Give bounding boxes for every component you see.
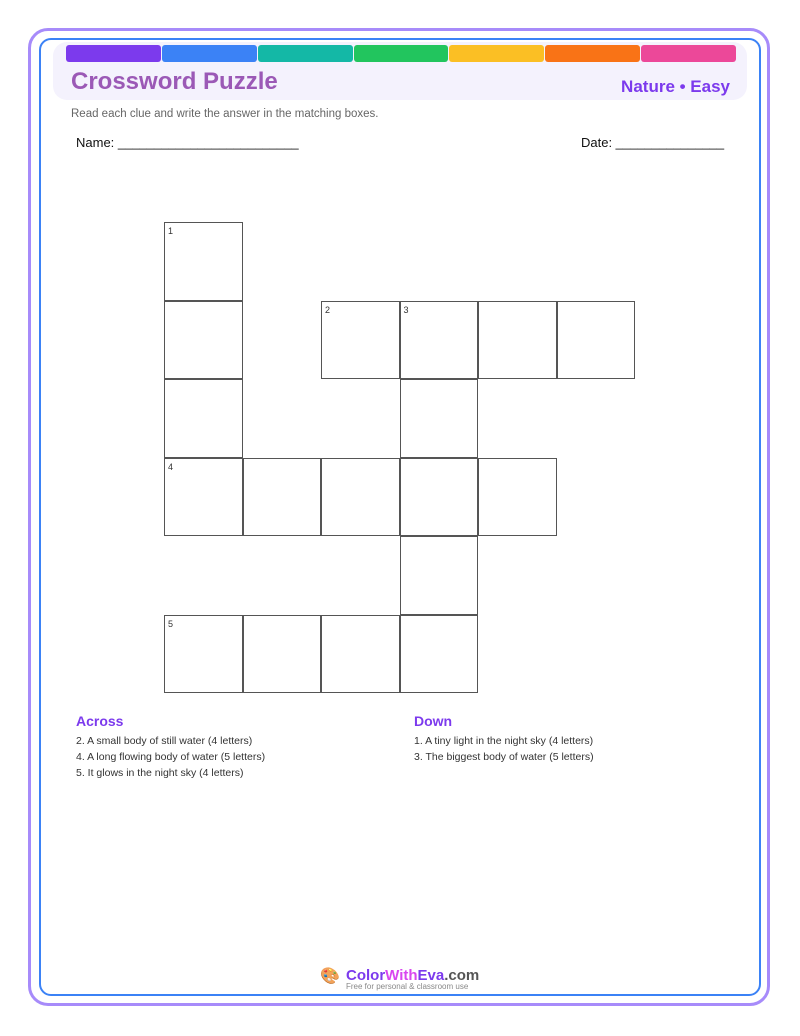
grid-cell[interactable] [164,458,243,537]
grid-cell[interactable] [400,379,479,458]
grid-cell[interactable] [243,458,322,537]
grid-cell[interactable] [164,615,243,694]
grid-cell[interactable] [321,301,400,380]
page-title: Crossword Puzzle [71,68,278,95]
grid-cell[interactable] [400,301,479,380]
color-stripe [545,45,640,62]
grid-cell[interactable] [478,301,557,380]
clue-item: 4. A long flowing body of water (5 letters) [76,751,266,763]
footer-tagline: Free for personal & classroom use [346,982,469,991]
grid-cell[interactable] [400,536,479,615]
across-clues [76,713,265,783]
grid-cell[interactable] [164,379,243,458]
down-heading: Down [414,713,453,729]
brand-color: Color [346,967,386,984]
palette-icon: 🎨 [320,968,340,985]
cell-number: 3 [403,304,409,315]
grid-cell[interactable] [243,615,322,694]
brand-eva: Eva [417,967,445,984]
cell-number: 2 [325,304,331,315]
color-stripe [641,45,736,62]
grid-cell[interactable] [557,301,636,380]
grid-cell[interactable] [321,615,400,694]
grid-cell[interactable] [164,222,243,301]
grid-cell[interactable] [400,615,479,694]
grid-cell[interactable] [321,458,400,537]
clue-item: 3. The biggest body of water (5 letters) [414,751,594,763]
page-subtitle: Nature • Easy [621,77,730,96]
name-field[interactable]: Name: _________________________ [76,135,299,150]
cell-number: 1 [168,226,174,236]
across-heading: Across [76,713,124,729]
date-field[interactable]: Date: _______________ [581,135,725,150]
color-stripe [66,45,161,62]
color-stripe [449,45,544,62]
clue-item: 1. A tiny light in the night sky (4 letters) [414,735,594,747]
brand-com: .com [444,967,480,984]
clue-item: 2. A small body of still water (4 letters) [76,735,253,747]
brand-with: With [385,967,418,984]
instructions: Read each clue and write the answer in the matching boxes. [71,108,379,120]
grid-cell[interactable] [400,458,479,537]
color-stripe [258,45,353,62]
grid-cell[interactable] [478,458,557,537]
down-clues [414,713,594,767]
clue-item: 5. It glows in the night sky (4 letters) [76,767,244,779]
color-stripe [354,45,449,62]
grid-cell[interactable] [164,301,243,380]
color-stripes [66,45,736,62]
cell-number: 5 [168,618,174,629]
color-stripe [162,45,257,62]
cell-number: 4 [168,461,174,472]
